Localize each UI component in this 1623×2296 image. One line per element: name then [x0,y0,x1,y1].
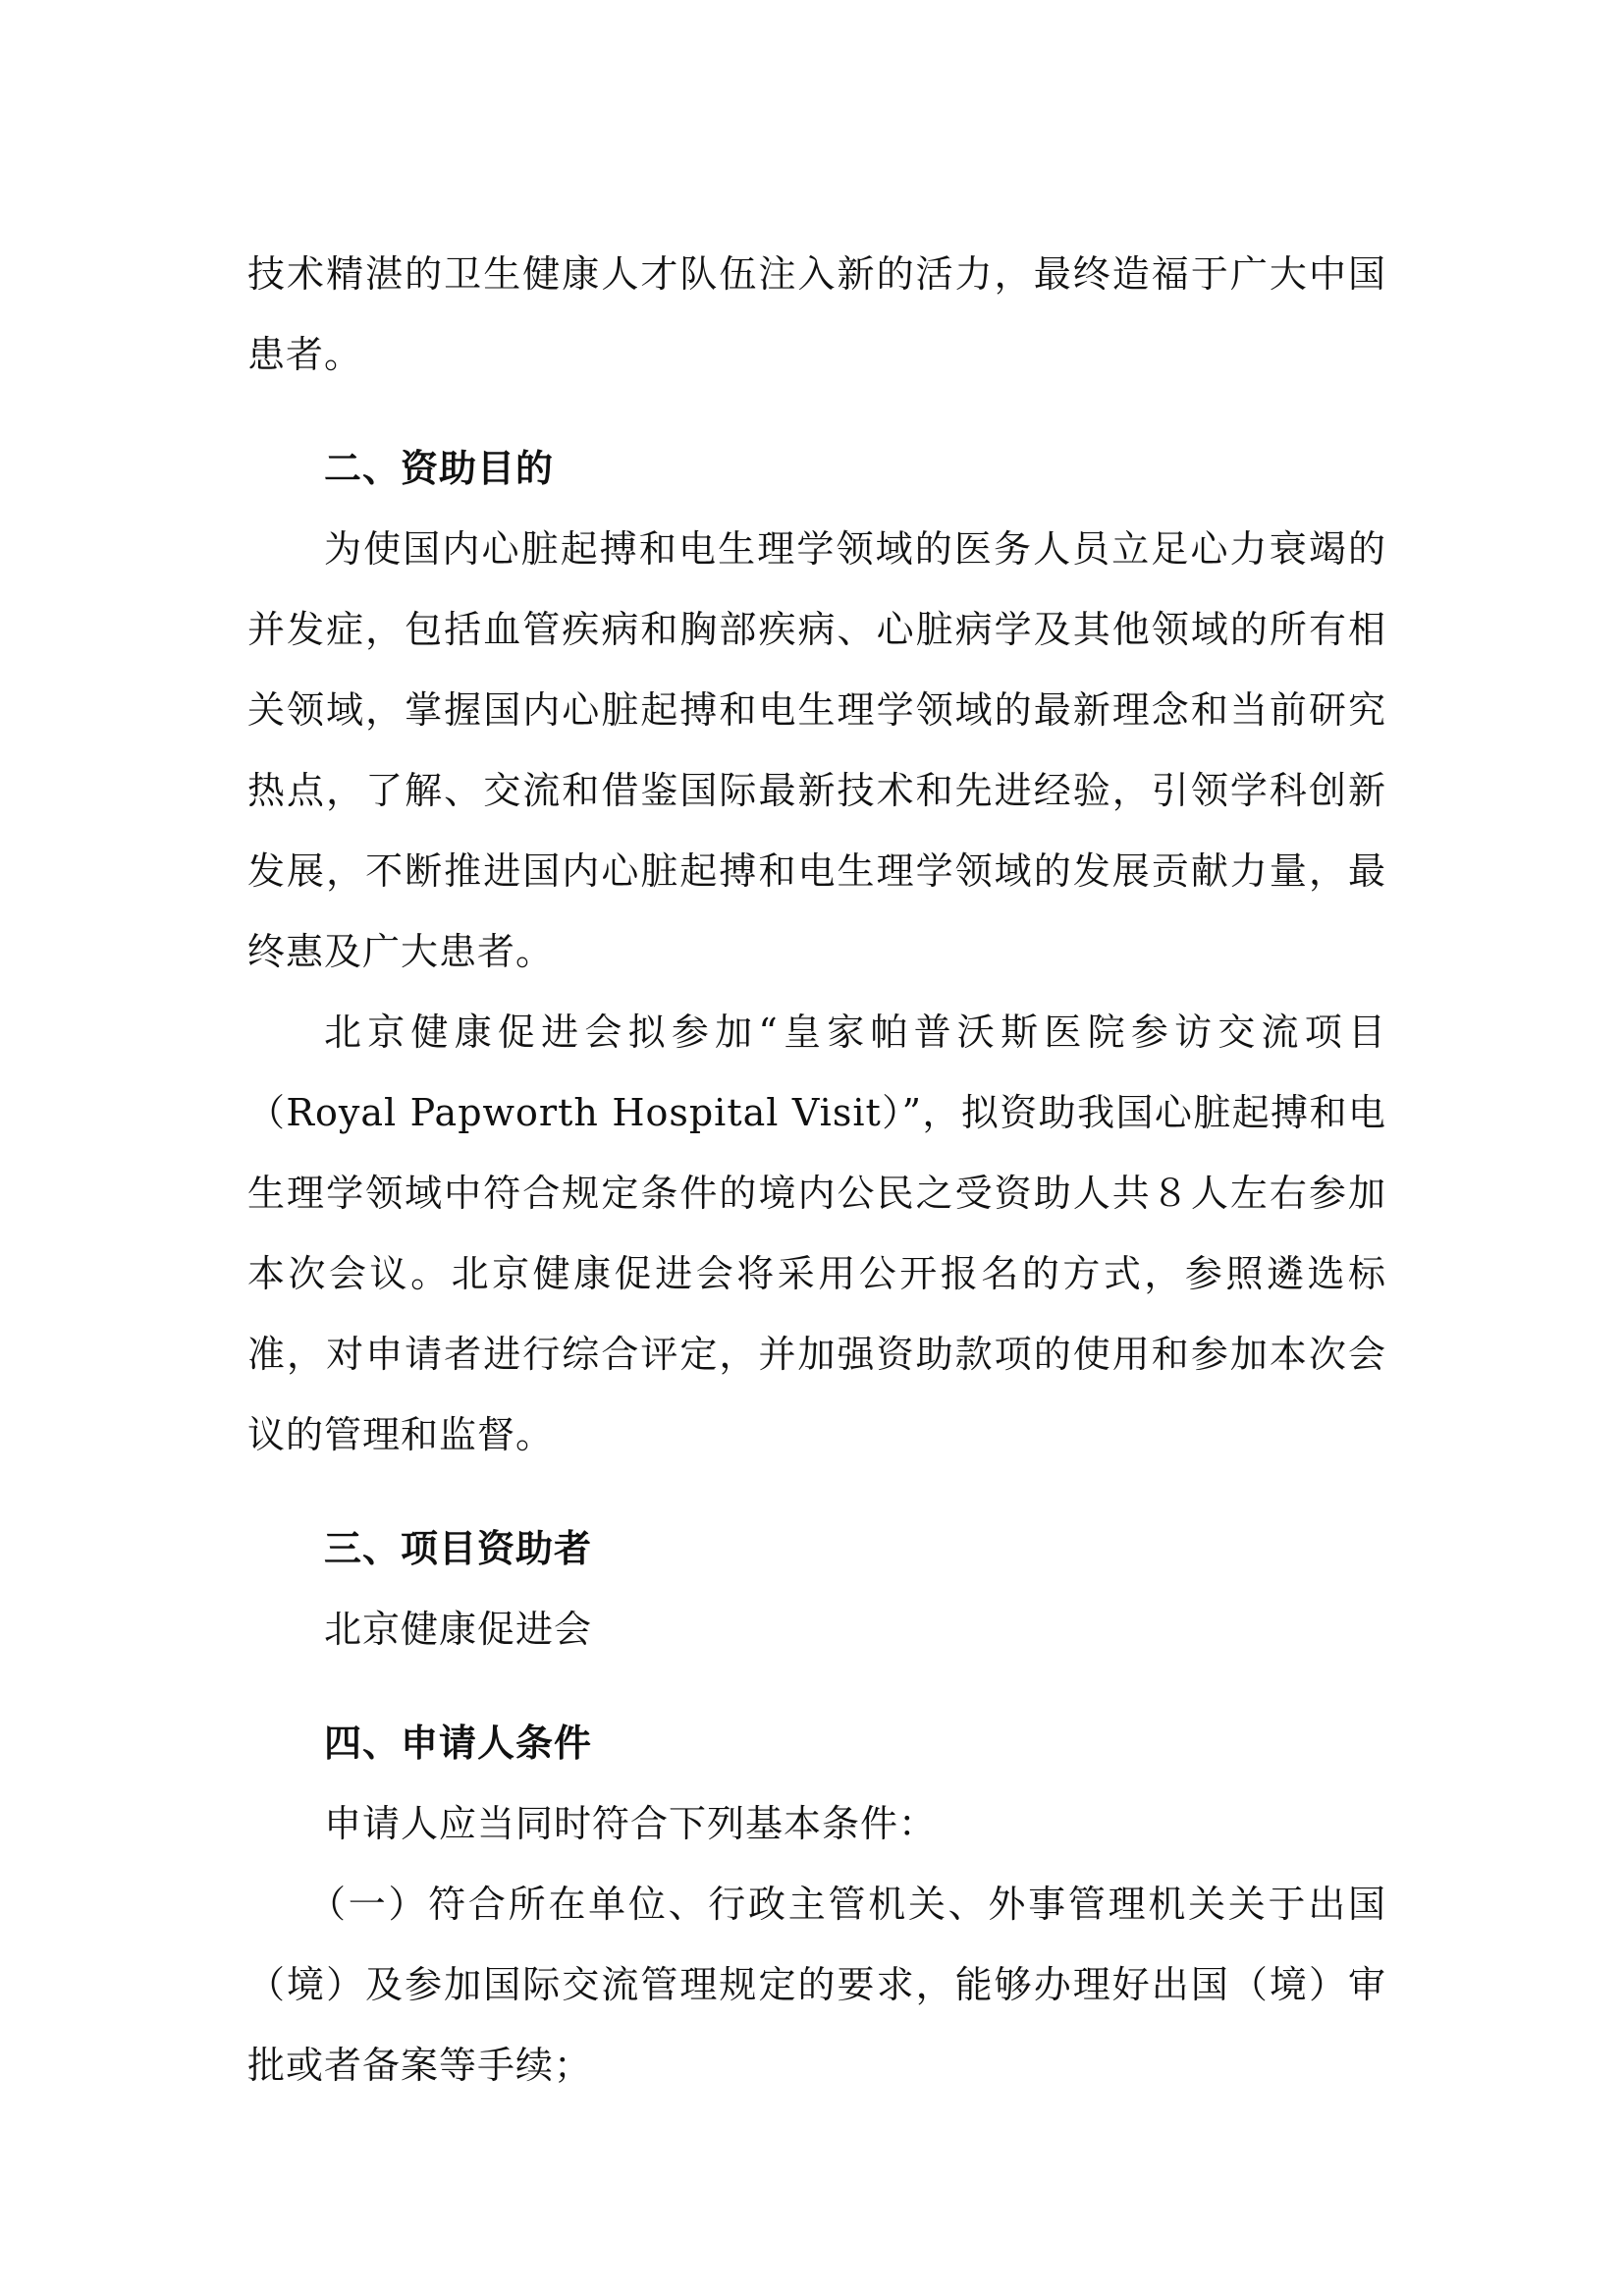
section-heading-sponsor: 三、项目资助者 [324,1527,593,1570]
purpose-paragraph-1: 为使国内心脏起搏和电生理学领域的医务人员立足心力衰竭的并发症，包括血管疾病和胸部疾病、心脏病学及其他领域的所有相关领域，掌握国内心脏起搏和电生理学领域的最新理念和当前研究热点，了解、交流和借鉴国际最新技术和先进经验，引领学科创新发展，不断推进国内心脏起搏和电生理学领域的发展贡献力量，最终惠及广大患者。 [247,527,1386,973]
sponsor-name-paragraph: 北京健康促进会 [324,1608,593,1651]
section-heading-conditions: 四、申请人条件 [324,1722,593,1765]
condition-item-1: （一）符合所在单位、行政主管机关、外事管理机关关于出国（境）及参加国际交流管理规定的要求，能够办理好出国（境）审批或者备案等手续； [247,1883,1386,2087]
section-gap [247,1669,1386,1703]
section-gap [247,395,1386,428]
intro-tail-paragraph: 技术精湛的卫生健康人才队伍注入新的活力，最终造福于广大中国患者。 [247,252,1386,376]
document-body [247,234,1386,2105]
conditions-intro-paragraph: 申请人应当同时符合下列基本条件： [324,1802,938,1845]
section-gap [247,1475,1386,1508]
purpose-paragraph-2: 北京健康促进会拟参加“皇家帕普沃斯医院参访交流项目（Royal Papworth Hospital Visit）”，拟资助我国心脏起搏和电生理学领域中符合规定条件的境内公民之受资助人共８人左右参加本次会议。北京健康促进会将采用公开报名的方式，参照遴选标准，对申请者进行综合评定，并加强资助款项的使用和参加本次会议的管理和监督。 [247,1011,1386,1456]
section-heading-purpose: 二、资助目的 [324,447,555,490]
